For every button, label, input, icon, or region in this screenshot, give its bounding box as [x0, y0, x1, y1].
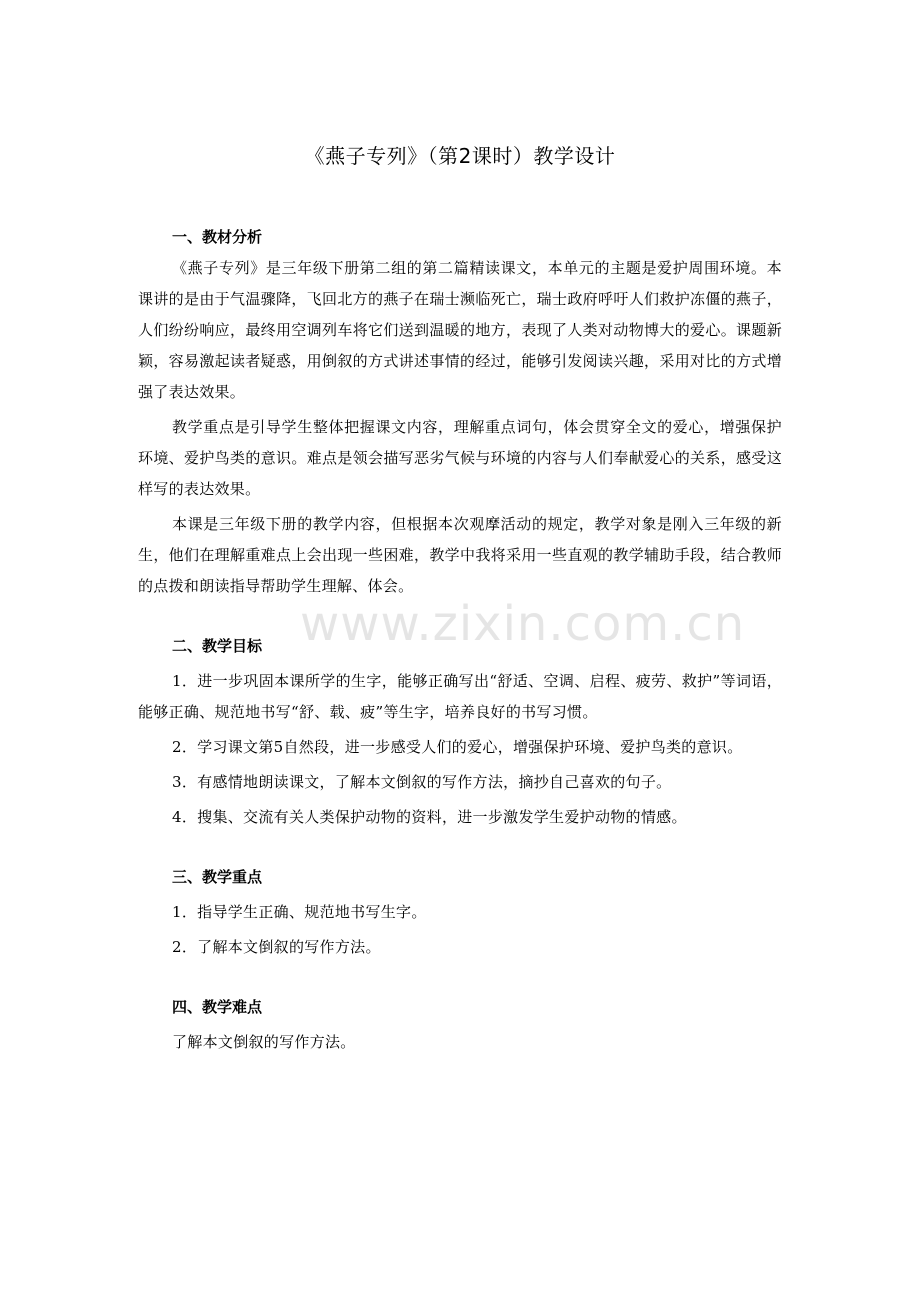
analysis-paragraph-3: 本课是三年级下册的教学内容，但根据本次观摩活动的规定，教学对象是刚入三年级的新生，他们在理解重难点上会出现一些困难，教学中我将采用一些直观的教学辅助手段，结合教师的点拨和朗读指导帮助学生理解、体会。 [138, 515, 782, 595]
document-body [138, 222, 782, 1058]
section-heading-objectives: 二、教学目标 [172, 637, 263, 655]
key-point-item-2: 2．了解本文倒叙的写作方法。 [172, 938, 381, 956]
objective-item-1: 1．进一步巩固本课所学的生字，能够正确写出“舒适、空调、启程、疲劳、救护”等词语，能够正确、规范地书写“舒、载、疲”等生字，培养良好的书写习惯。 [138, 672, 782, 721]
objective-item-4: 4．搜集、交流有关人类保护动物的资料，进一步激发学生爱护动物的情感。 [172, 808, 687, 826]
analysis-paragraph-1: 《燕子专列》是三年级下册第二组的第二篇精读课文，本单元的主题是爱护周围环境。本课讲的是由于气温骤降，飞回北方的燕子在瑞士濒临死亡，瑞士政府呼吁人们救护冻僵的燕子，人们纷纷响应，最终用空调列车将它们送到温暖的地方，表现了人类对动物博大的爱心。课题新颖，容易激起读者疑惑，用倒叙的方式讲述事情的经过，能够引发阅读兴趣，采用对比的方式增强了表达效果。 [138, 259, 782, 401]
difficulty-paragraph: 了解本文倒叙的写作方法。 [172, 1033, 356, 1051]
analysis-paragraph-2: 教学重点是引导学生整体把握课文内容，理解重点词句，体会贯穿全文的爱心，增强保护环境、爱护鸟类的意识。难点是领会描写恶劣气候与环境的内容与人们奉献爱心的关系，感受这样写的表达效果。 [138, 418, 782, 498]
document-title: 《燕子专列》（第2课时）教学设计 [304, 144, 616, 168]
section-heading-difficulties: 四、教学难点 [172, 998, 263, 1016]
section-heading-key-points: 三、教学重点 [172, 868, 263, 886]
watermark: www.zixin.com.cn [300, 596, 746, 652]
objective-item-3: 3．有感情地朗读课文，了解本文倒叙的写作方法，摘抄自己喜欢的句子。 [172, 773, 672, 791]
section-heading-analysis: 一、教材分析 [172, 228, 263, 246]
objective-item-2: 2．学习课文第5自然段，进一步感受人们的爱心，增强保护环境、爱护鸟类的意识。 [172, 738, 743, 756]
key-point-item-1: 1．指导学生正确、规范地书写生字。 [172, 903, 427, 921]
